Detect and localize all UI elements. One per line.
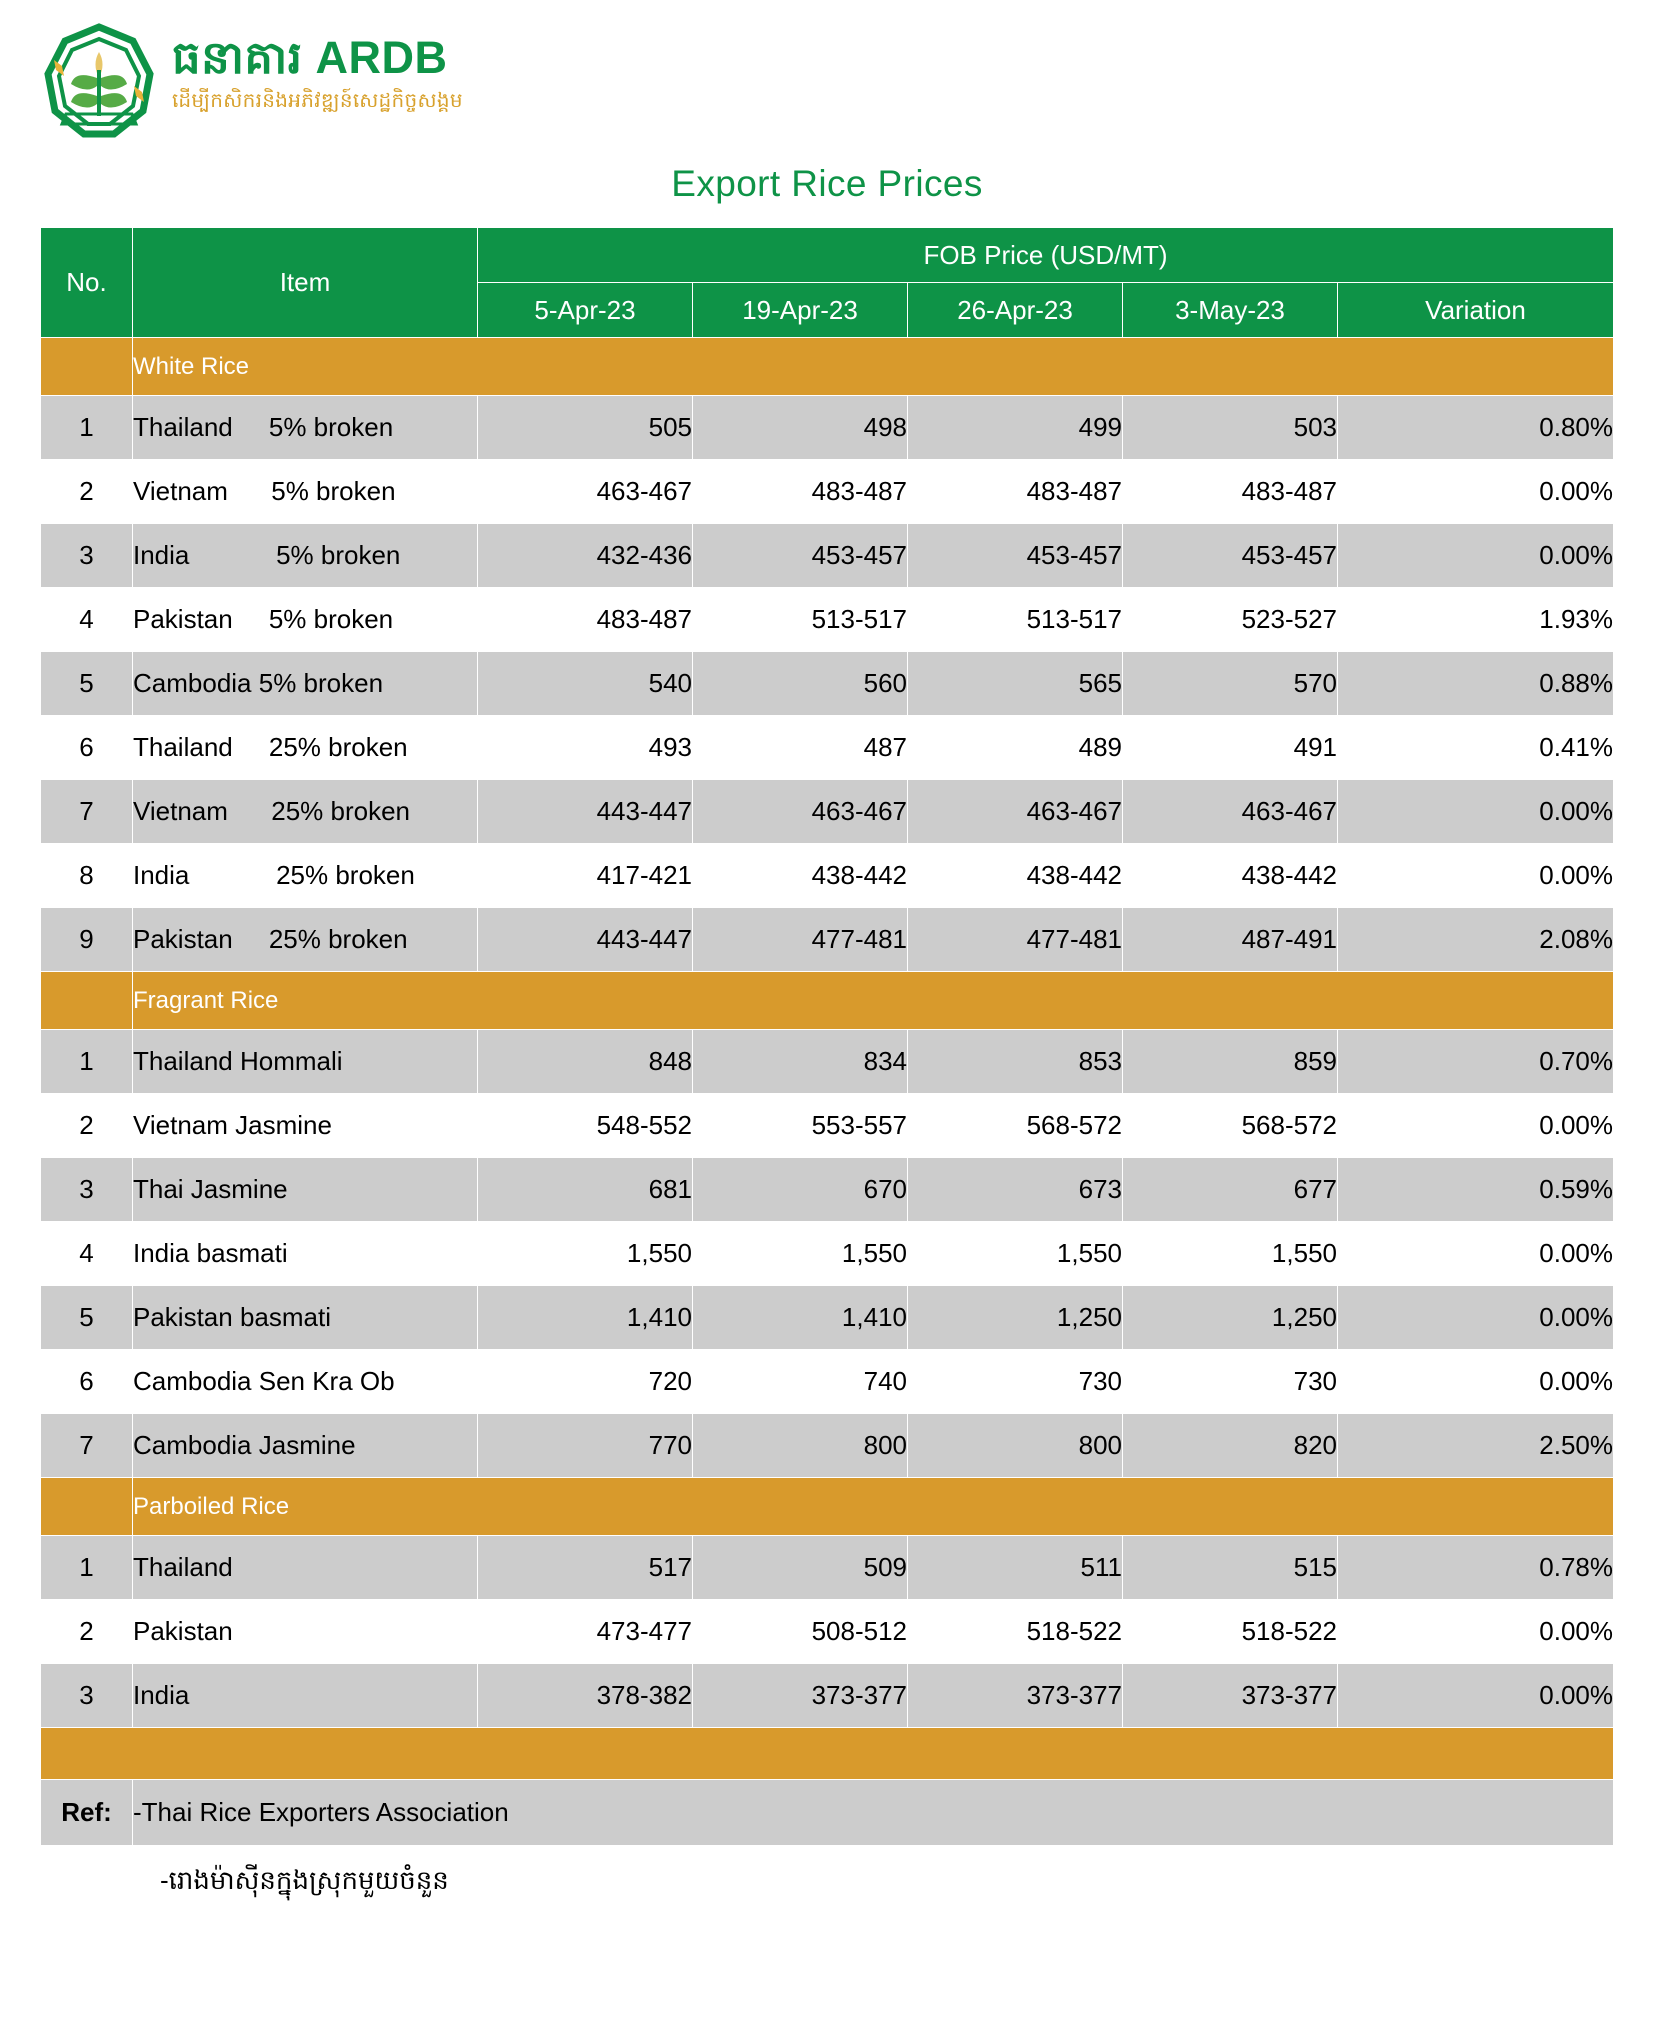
row-item: India basmati bbox=[133, 1222, 478, 1286]
row-value: 770 bbox=[478, 1414, 693, 1478]
row-value: 477-481 bbox=[908, 908, 1123, 972]
th-variation: Variation bbox=[1338, 283, 1614, 338]
section-no-cell bbox=[41, 972, 133, 1030]
row-number: 8 bbox=[41, 844, 133, 908]
brand-subtitle: ដើម្បីកសិករនិងអភិវឌ្ឍន៍សេដ្ឋកិច្ចសង្គម bbox=[172, 90, 463, 113]
ref-text: -Thai Rice Exporters Association bbox=[133, 1780, 1614, 1846]
row-value: 800 bbox=[908, 1414, 1123, 1478]
row-value: 853 bbox=[908, 1030, 1123, 1094]
export-rice-prices-table bbox=[40, 227, 1614, 1846]
row-value: 443-447 bbox=[478, 780, 693, 844]
row-value: 473-477 bbox=[478, 1600, 693, 1664]
row-item: Cambodia Jasmine bbox=[133, 1414, 478, 1478]
row-item: Pakistan bbox=[133, 1600, 478, 1664]
brand-header bbox=[0, 0, 1654, 155]
row-value: 568-572 bbox=[908, 1094, 1123, 1158]
row-value: 2.08% bbox=[1338, 908, 1614, 972]
section-label: Fragrant Rice bbox=[133, 972, 1614, 1030]
row-value: 487-491 bbox=[1123, 908, 1338, 972]
table-row bbox=[41, 1158, 1614, 1222]
row-value: 1,250 bbox=[908, 1286, 1123, 1350]
row-value: 483-487 bbox=[1123, 460, 1338, 524]
row-value: 740 bbox=[693, 1350, 908, 1414]
row-value: 548-552 bbox=[478, 1094, 693, 1158]
row-value: 1,550 bbox=[1123, 1222, 1338, 1286]
row-value: 417-421 bbox=[478, 844, 693, 908]
row-value: 493 bbox=[478, 716, 693, 780]
table-row bbox=[41, 1664, 1614, 1728]
row-number: 2 bbox=[41, 1094, 133, 1158]
row-value: 0.41% bbox=[1338, 716, 1614, 780]
row-value: 0.59% bbox=[1338, 1158, 1614, 1222]
row-item: Thailand Hommali bbox=[133, 1030, 478, 1094]
row-value: 491 bbox=[1123, 716, 1338, 780]
section-no-cell bbox=[41, 1478, 133, 1536]
th-date-2: 19-Apr-23 bbox=[693, 283, 908, 338]
row-number: 3 bbox=[41, 1158, 133, 1222]
table-head bbox=[41, 228, 1614, 338]
row-value: 1.93% bbox=[1338, 588, 1614, 652]
row-item: Thailand 5% broken bbox=[133, 396, 478, 460]
section-no-cell bbox=[41, 338, 133, 396]
row-value: 518-522 bbox=[908, 1600, 1123, 1664]
section-header-row bbox=[41, 338, 1614, 396]
row-number: 7 bbox=[41, 1414, 133, 1478]
table-row bbox=[41, 652, 1614, 716]
row-value: 0.00% bbox=[1338, 1350, 1614, 1414]
row-item: Pakistan basmati bbox=[133, 1286, 478, 1350]
table-row bbox=[41, 780, 1614, 844]
page-title: Export Rice Prices bbox=[671, 163, 983, 204]
table-row bbox=[41, 844, 1614, 908]
row-value: 670 bbox=[693, 1158, 908, 1222]
row-value: 463-467 bbox=[693, 780, 908, 844]
row-item: Thai Jasmine bbox=[133, 1158, 478, 1222]
table-body bbox=[41, 338, 1614, 1846]
row-value: 0.80% bbox=[1338, 396, 1614, 460]
row-item: Thailand 25% broken bbox=[133, 716, 478, 780]
row-item: Thailand bbox=[133, 1536, 478, 1600]
ardb-logo-icon bbox=[40, 22, 158, 140]
reference-row bbox=[41, 1780, 1614, 1846]
row-value: 570 bbox=[1123, 652, 1338, 716]
row-value: 438-442 bbox=[693, 844, 908, 908]
row-value: 859 bbox=[1123, 1030, 1338, 1094]
table-row bbox=[41, 1414, 1614, 1478]
row-value: 483-487 bbox=[478, 588, 693, 652]
table-row bbox=[41, 908, 1614, 972]
row-value: 438-442 bbox=[1123, 844, 1338, 908]
row-value: 540 bbox=[478, 652, 693, 716]
row-value: 0.00% bbox=[1338, 524, 1614, 588]
row-value: 483-487 bbox=[693, 460, 908, 524]
brand-text bbox=[172, 22, 463, 117]
table-row bbox=[41, 396, 1614, 460]
row-value: 673 bbox=[908, 1158, 1123, 1222]
row-value: 0.00% bbox=[1338, 780, 1614, 844]
row-value: 487 bbox=[693, 716, 908, 780]
th-fob-group: FOB Price (USD/MT) bbox=[478, 228, 1614, 283]
row-value: 1,250 bbox=[1123, 1286, 1338, 1350]
row-value: 373-377 bbox=[908, 1664, 1123, 1728]
footer-orange-band bbox=[41, 1728, 1614, 1780]
row-value: 1,550 bbox=[908, 1222, 1123, 1286]
row-value: 518-522 bbox=[1123, 1600, 1338, 1664]
row-value: 373-377 bbox=[1123, 1664, 1338, 1728]
row-value: 553-557 bbox=[693, 1094, 908, 1158]
section-label: White Rice bbox=[133, 338, 1614, 396]
row-item: Vietnam 25% broken bbox=[133, 780, 478, 844]
row-value: 477-481 bbox=[693, 908, 908, 972]
row-value: 560 bbox=[693, 652, 908, 716]
row-value: 483-487 bbox=[908, 460, 1123, 524]
table-row bbox=[41, 1222, 1614, 1286]
row-value: 820 bbox=[1123, 1414, 1338, 1478]
row-number: 3 bbox=[41, 524, 133, 588]
ref-label: Ref: bbox=[41, 1780, 133, 1846]
row-value: 565 bbox=[908, 652, 1123, 716]
row-value: 677 bbox=[1123, 1158, 1338, 1222]
row-number: 6 bbox=[41, 716, 133, 780]
th-date-4: 3-May-23 bbox=[1123, 283, 1338, 338]
price-table-container bbox=[0, 227, 1654, 1846]
row-number: 1 bbox=[41, 1536, 133, 1600]
row-value: 720 bbox=[478, 1350, 693, 1414]
footer-band-cell bbox=[41, 1728, 1614, 1780]
row-value: 1,410 bbox=[478, 1286, 693, 1350]
footer-khmer-note: -រោងម៉ាស៊ីនក្នុងស្រុកមួយចំនួន bbox=[160, 1865, 449, 1895]
table-row bbox=[41, 1600, 1614, 1664]
table-row bbox=[41, 1094, 1614, 1158]
row-value: 463-467 bbox=[908, 780, 1123, 844]
row-value: 800 bbox=[693, 1414, 908, 1478]
row-item: Vietnam 5% broken bbox=[133, 460, 478, 524]
row-number: 6 bbox=[41, 1350, 133, 1414]
row-value: 568-572 bbox=[1123, 1094, 1338, 1158]
row-value: 1,550 bbox=[478, 1222, 693, 1286]
row-value: 453-457 bbox=[1123, 524, 1338, 588]
row-value: 1,550 bbox=[693, 1222, 908, 1286]
row-value: 0.78% bbox=[1338, 1536, 1614, 1600]
row-number: 7 bbox=[41, 780, 133, 844]
th-date-3: 26-Apr-23 bbox=[908, 283, 1123, 338]
table-row bbox=[41, 588, 1614, 652]
table-row bbox=[41, 1350, 1614, 1414]
row-value: 511 bbox=[908, 1536, 1123, 1600]
row-value: 498 bbox=[693, 396, 908, 460]
row-value: 0.00% bbox=[1338, 1222, 1614, 1286]
row-item: Pakistan 25% broken bbox=[133, 908, 478, 972]
row-value: 730 bbox=[908, 1350, 1123, 1414]
row-item: Pakistan 5% broken bbox=[133, 588, 478, 652]
row-number: 5 bbox=[41, 652, 133, 716]
row-value: 513-517 bbox=[908, 588, 1123, 652]
row-value: 373-377 bbox=[693, 1664, 908, 1728]
row-number: 1 bbox=[41, 1030, 133, 1094]
row-value: 0.00% bbox=[1338, 844, 1614, 908]
row-value: 513-517 bbox=[693, 588, 908, 652]
row-value: 499 bbox=[908, 396, 1123, 460]
row-number: 9 bbox=[41, 908, 133, 972]
row-value: 503 bbox=[1123, 396, 1338, 460]
table-head-row-1 bbox=[41, 228, 1614, 283]
section-header-row bbox=[41, 972, 1614, 1030]
row-value: 0.00% bbox=[1338, 460, 1614, 524]
row-value: 489 bbox=[908, 716, 1123, 780]
row-value: 0.00% bbox=[1338, 1664, 1614, 1728]
section-label: Parboiled Rice bbox=[133, 1478, 1614, 1536]
table-row bbox=[41, 524, 1614, 588]
row-value: 378-382 bbox=[478, 1664, 693, 1728]
row-number: 4 bbox=[41, 588, 133, 652]
row-value: 508-512 bbox=[693, 1600, 908, 1664]
row-value: 0.88% bbox=[1338, 652, 1614, 716]
row-value: 453-457 bbox=[693, 524, 908, 588]
row-value: 463-467 bbox=[1123, 780, 1338, 844]
brand-title: ធនាគារ ARDB bbox=[172, 32, 448, 83]
table-row bbox=[41, 1286, 1614, 1350]
th-item: Item bbox=[133, 228, 478, 338]
row-value: 517 bbox=[478, 1536, 693, 1600]
th-date-1: 5-Apr-23 bbox=[478, 283, 693, 338]
row-value: 515 bbox=[1123, 1536, 1338, 1600]
row-value: 834 bbox=[693, 1030, 908, 1094]
row-value: 463-467 bbox=[478, 460, 693, 524]
table-row bbox=[41, 716, 1614, 780]
row-number: 2 bbox=[41, 460, 133, 524]
row-number: 1 bbox=[41, 396, 133, 460]
row-value: 432-436 bbox=[478, 524, 693, 588]
row-value: 681 bbox=[478, 1158, 693, 1222]
row-value: 0.00% bbox=[1338, 1094, 1614, 1158]
row-item: Cambodia 5% broken bbox=[133, 652, 478, 716]
row-value: 0.00% bbox=[1338, 1286, 1614, 1350]
row-value: 848 bbox=[478, 1030, 693, 1094]
table-row bbox=[41, 1536, 1614, 1600]
section-header-row bbox=[41, 1478, 1614, 1536]
table-row bbox=[41, 460, 1614, 524]
row-value: 453-457 bbox=[908, 524, 1123, 588]
row-number: 5 bbox=[41, 1286, 133, 1350]
row-number: 2 bbox=[41, 1600, 133, 1664]
row-value: 523-527 bbox=[1123, 588, 1338, 652]
row-value: 505 bbox=[478, 396, 693, 460]
row-value: 509 bbox=[693, 1536, 908, 1600]
row-item: India 25% broken bbox=[133, 844, 478, 908]
row-item: India bbox=[133, 1664, 478, 1728]
row-item: Vietnam Jasmine bbox=[133, 1094, 478, 1158]
row-value: 0.00% bbox=[1338, 1600, 1614, 1664]
table-row bbox=[41, 1030, 1614, 1094]
row-value: 730 bbox=[1123, 1350, 1338, 1414]
th-no: No. bbox=[41, 228, 133, 338]
row-value: 1,410 bbox=[693, 1286, 908, 1350]
row-item: India 5% broken bbox=[133, 524, 478, 588]
row-item: Cambodia Sen Kra Ob bbox=[133, 1350, 478, 1414]
row-value: 438-442 bbox=[908, 844, 1123, 908]
row-value: 0.70% bbox=[1338, 1030, 1614, 1094]
row-number: 3 bbox=[41, 1664, 133, 1728]
row-value: 443-447 bbox=[478, 908, 693, 972]
row-value: 2.50% bbox=[1338, 1414, 1614, 1478]
row-number: 4 bbox=[41, 1222, 133, 1286]
